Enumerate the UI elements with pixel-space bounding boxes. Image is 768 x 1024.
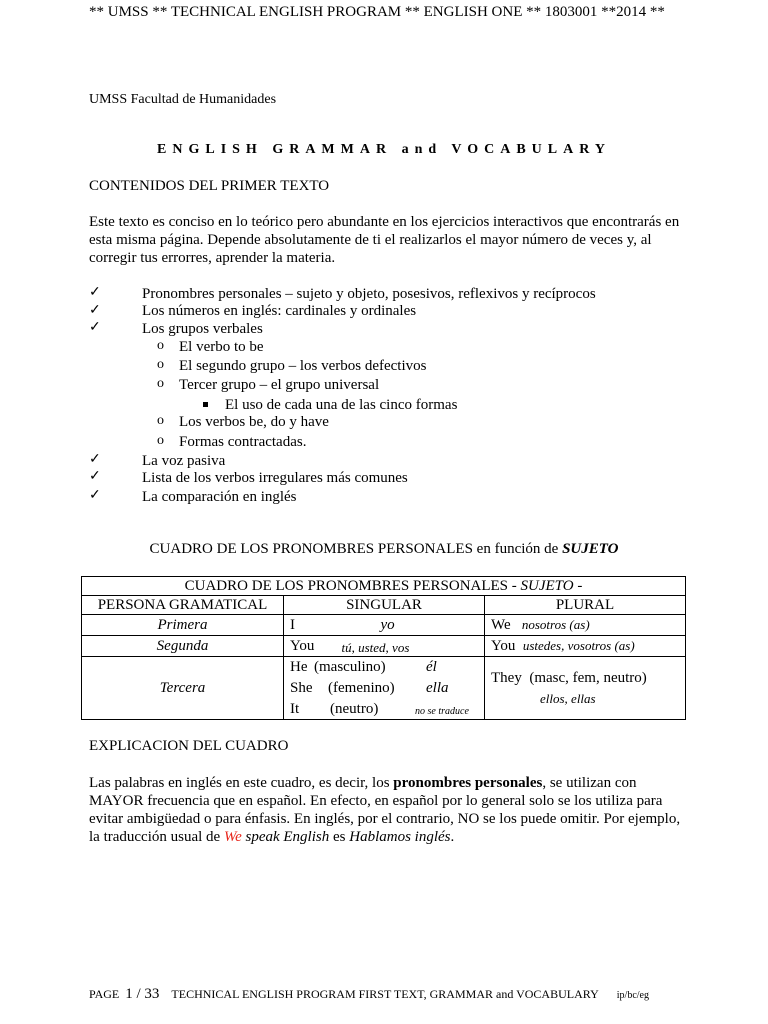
intro-paragraph: Este texto es conciso en lo teórico pero abundante en los ejercicios interactivos que encontrarás en esta misma página. Depende absolutamente de ti el realizarlos el mayor número de veces y, al corregir tus errorres, aprender la materia. — [89, 214, 680, 266]
footer-page-number: 1 / 33 — [125, 986, 160, 1002]
translation-ella: ella — [426, 680, 449, 696]
translation-ustedes: ustedes, vosotros (as) — [522, 637, 635, 653]
table-row — [82, 615, 686, 636]
example-hablamos: Hablamos inglés — [349, 829, 451, 845]
translation-el: él — [426, 659, 437, 675]
table-title-emphasis: SUJETO — [520, 577, 574, 594]
translation-ellos: ellos, ellas — [540, 690, 596, 706]
list-item: Formas contractadas. — [179, 434, 307, 450]
check-icon: ✓ — [89, 469, 101, 484]
highlight-we: We — [223, 829, 242, 845]
cell-tercera-singular — [284, 657, 485, 720]
row-label-segunda: Segunda — [82, 636, 284, 657]
check-icon: ✓ — [89, 320, 101, 335]
circle-bullet-icon: o — [157, 413, 164, 428]
pronoun-it: It — [290, 701, 300, 717]
pronoun-we: We — [491, 616, 511, 633]
pronoun-i: I — [290, 616, 295, 633]
table-title — [82, 577, 686, 596]
table-row — [82, 657, 686, 720]
footer-initials: ip/bc/eg — [616, 990, 649, 1001]
list-item: La voz pasiva — [142, 453, 226, 469]
example-speak-english: speak English — [241, 829, 330, 845]
pronoun-you-plural: You — [491, 637, 516, 654]
contents-heading: CONTENIDOS DEL PRIMER TEXTO — [89, 178, 330, 194]
pronoun-she: She — [290, 680, 313, 696]
translation-nosotros: nosotros (as) — [521, 616, 590, 632]
explanation-text: Las palabras en inglés en este cuadro, es decir, los — [89, 775, 394, 791]
list-item: Lista de los verbos irregulares más comunes — [142, 470, 408, 486]
square-bullet-icon — [203, 402, 208, 407]
list-item: El verbo to be — [179, 339, 264, 355]
pronoun-you: You — [290, 637, 315, 654]
check-icon: ✓ — [89, 452, 101, 467]
they-line — [491, 668, 679, 689]
circle-bullet-icon: o — [157, 338, 164, 353]
translation-tu: tú, usted, vos — [341, 639, 410, 655]
circle-bullet-icon: o — [157, 357, 164, 372]
table-title-text: CUADRO DE LOS PRONOMBRES PERSONALES - — [184, 577, 521, 594]
footer-program: TECHNICAL ENGLISH PROGRAM FIRST TEXT, GRAMMAR and VOCABULARY — [171, 987, 599, 1001]
list-item: Los grupos verbales — [142, 321, 263, 337]
he-line — [290, 657, 478, 678]
list-item: Los números en inglés: cardinales y ordinales — [142, 303, 417, 319]
circle-bullet-icon: o — [157, 433, 164, 448]
check-icon: ✓ — [89, 285, 101, 300]
pronoun-table-heading — [0, 541, 768, 558]
check-icon: ✓ — [89, 488, 101, 503]
explanation-text: , se utilizan con MAYOR frecuencia que en español. En efecto, en español por lo general solo se los utiliza para evitar ambigüedad o para énfasis. En inglés, por el contrario, NO se los puede omitir. Por ejemplo, la traducción usual de — [89, 775, 681, 845]
cell-tercera-plural — [485, 657, 686, 720]
col-header-persona: PERSONA GRAMATICAL — [82, 596, 284, 615]
circle-bullet-icon: o — [157, 376, 164, 391]
cell-segunda-singular — [284, 636, 485, 657]
list-item: Los verbos be, do y have — [179, 414, 329, 430]
gender-masculino: (masculino) — [314, 659, 386, 675]
row-label-tercera: Tercera — [82, 657, 284, 720]
explanation-heading: EXPLICACION DEL CUADRO — [89, 738, 289, 754]
list-item: La comparación en inglés — [142, 489, 297, 505]
gender-masc-fem-neutro: (masc, fem, neutro) — [529, 669, 647, 686]
faculty-line: UMSS Facultad de Humanidades — [89, 92, 277, 107]
pronoun-table — [81, 576, 686, 720]
pronoun-they: They — [491, 669, 522, 686]
heading-text: CUADRO DE LOS PRONOMBRES PERSONALES en función de — [149, 541, 563, 557]
gender-neutro: (neutro) — [330, 701, 379, 717]
cell-segunda-plural — [485, 636, 686, 657]
list-item: Tercer grupo – el grupo universal — [179, 377, 380, 393]
explanation-text: es — [329, 829, 350, 845]
col-header-singular: SINGULAR — [284, 596, 485, 615]
heading-emphasis: SUJETO — [562, 541, 619, 557]
it-line — [290, 699, 478, 719]
translation-yo: yo — [380, 616, 395, 633]
gender-femenino: (femenino) — [328, 680, 395, 696]
she-line — [290, 678, 478, 699]
document-header: ** UMSS ** TECHNICAL ENGLISH PROGRAM ** ENGLISH ONE ** 1803001 **2014 ** — [89, 4, 665, 20]
explanation-text: . — [450, 829, 455, 845]
translation-no-se-traduce: no se traduce — [415, 706, 469, 717]
footer-page-word: PAGE — [89, 987, 120, 1001]
list-item: El uso de cada una de las cinco formas — [225, 397, 458, 413]
check-icon: ✓ — [89, 303, 101, 318]
explanation-paragraph — [89, 774, 689, 846]
list-item: Pronombres personales – sujeto y objeto, posesivos, reflexivos y recíprocos — [142, 286, 596, 302]
cell-primera-plural — [485, 615, 686, 636]
pronoun-he: He — [290, 659, 308, 675]
cell-primera-singular — [284, 615, 485, 636]
page-footer — [89, 986, 649, 1003]
table-row — [82, 636, 686, 657]
col-header-plural: PLURAL — [485, 596, 686, 615]
table-title-end: - — [573, 577, 583, 594]
grammar-title: ENGLISH GRAMMAR and VOCABULARY — [157, 142, 611, 157]
list-item: El segundo grupo – los verbos defectivos — [179, 358, 427, 374]
explanation-bold: pronombres personales — [393, 775, 543, 791]
row-label-primera: Primera — [82, 615, 284, 636]
